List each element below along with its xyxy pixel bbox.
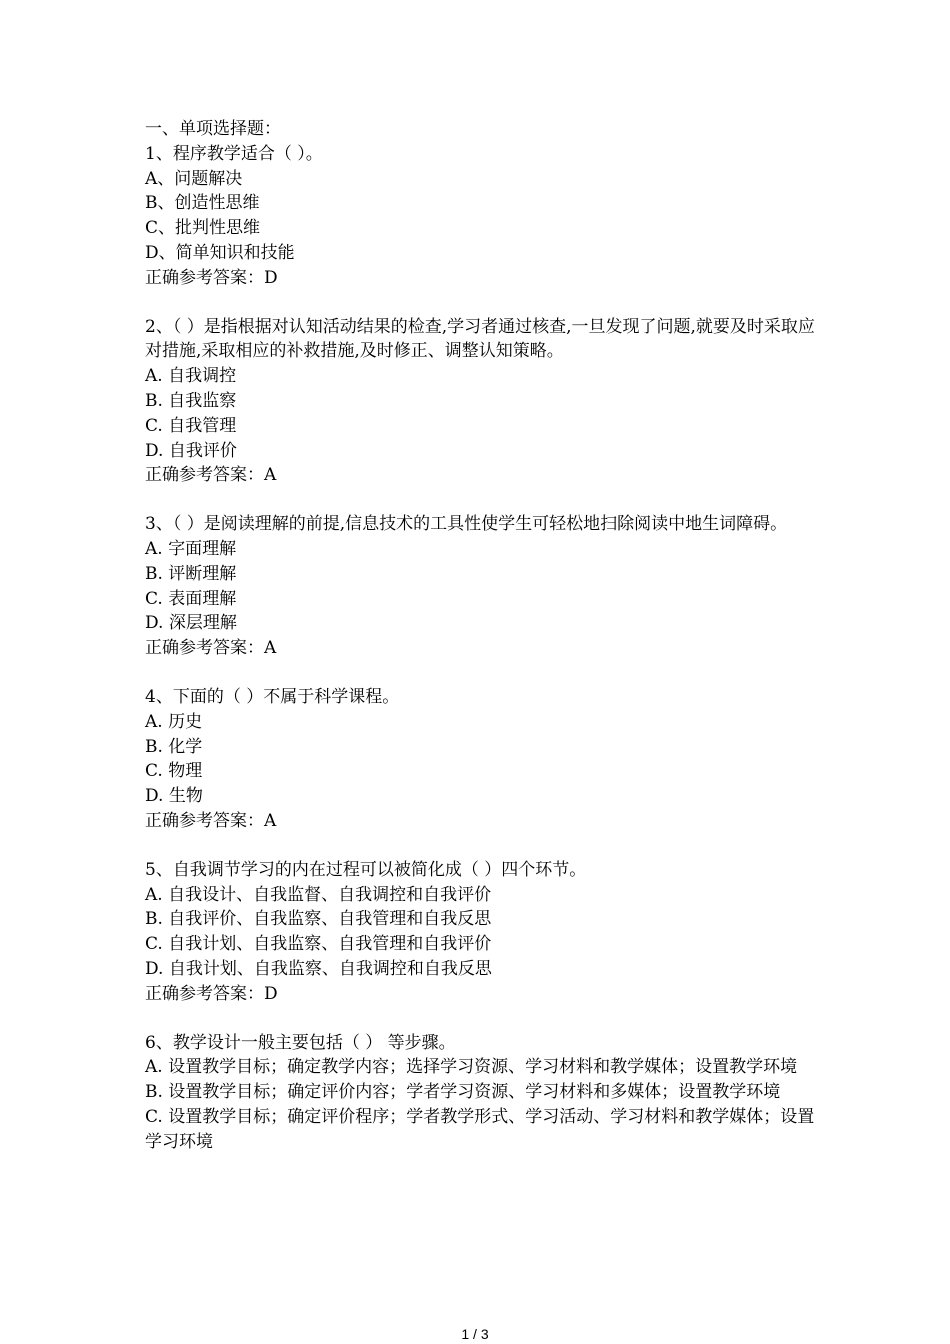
option-d: D. 自我评价 [145,440,237,461]
question-stem: 6、教学设计一般主要包括（ ） 等步骤。 [145,1032,456,1053]
option-b: B. 自我评价、自我监察、自我管理和自我反思 [145,909,492,930]
answer: 正确参考答案：D [145,267,278,288]
question-stem: 2、（ ）是指根据对认知活动结果的检查,学习者通过核查,一旦发现了问题,就要及时采取应对措施,采取相应的补救措施,及时修正、调整认知策略。 [145,316,815,362]
question-stem: 5、自我调节学习的内在过程可以被简化成（ ）四个环节。 [145,859,587,880]
question-6 [145,1031,815,1155]
option-c: C. 自我管理 [145,415,237,436]
option-c: C. 表面理解 [145,588,237,609]
answer: 正确参考答案：D [145,983,278,1004]
option-a: A、问题解决 [145,168,243,189]
option-c: C. 设置教学目标；确定评价程序；学者教学形式、学习活动、学习材料和教学媒体；设置学习环境 [145,1106,815,1152]
option-a: A. 设置教学目标；确定教学内容；选择学习资源、学习材料和教学媒体；设置教学环境 [145,1057,798,1078]
option-b: B. 评断理解 [145,563,237,584]
answer: 正确参考答案：A [145,465,277,486]
option-a: A. 自我设计、自我监督、自我调控和自我评价 [145,884,492,905]
answer: 正确参考答案：A [145,638,277,659]
option-d: D. 生物 [145,786,203,807]
option-b: B. 自我监察 [145,390,237,411]
question-5 [145,858,815,1007]
question-1 [145,142,815,291]
option-a: A. 自我调控 [145,366,237,387]
question-2 [145,315,815,489]
page-number: 1 / 3 [461,1326,489,1342]
option-a: A. 历史 [145,711,203,732]
option-d: D. 自我计划、自我监察、自我调控和自我反思 [145,958,492,979]
question-4 [145,685,815,834]
document-body [145,117,815,1154]
answer: 正确参考答案：A [145,810,277,831]
option-c: C. 自我计划、自我监察、自我管理和自我评价 [145,934,492,955]
question-stem: 1、程序教学适合（ ）。 [145,143,323,164]
question-3 [145,512,815,661]
question-stem: 4、下面的（ ）不属于科学课程。 [145,686,400,707]
option-b: B、创造性思维 [145,193,260,214]
question-stem: 3、（ ）是阅读理解的前提,信息技术的工具性使学生可轻松地扫除阅读中地生词障碍。 [145,514,788,535]
option-d: D、简单知识和技能 [145,242,295,263]
option-b: B. 化学 [145,736,203,757]
option-b: B. 设置教学目标；确定评价内容；学者学习资源、学习材料和多媒体；设置教学环境 [145,1082,781,1103]
option-d: D. 深层理解 [145,613,237,634]
section-title: 一、单项选择题： [145,119,281,139]
option-a: A. 字面理解 [145,538,237,559]
option-c: C、批判性思维 [145,218,261,239]
option-c: C. 物理 [145,761,203,782]
